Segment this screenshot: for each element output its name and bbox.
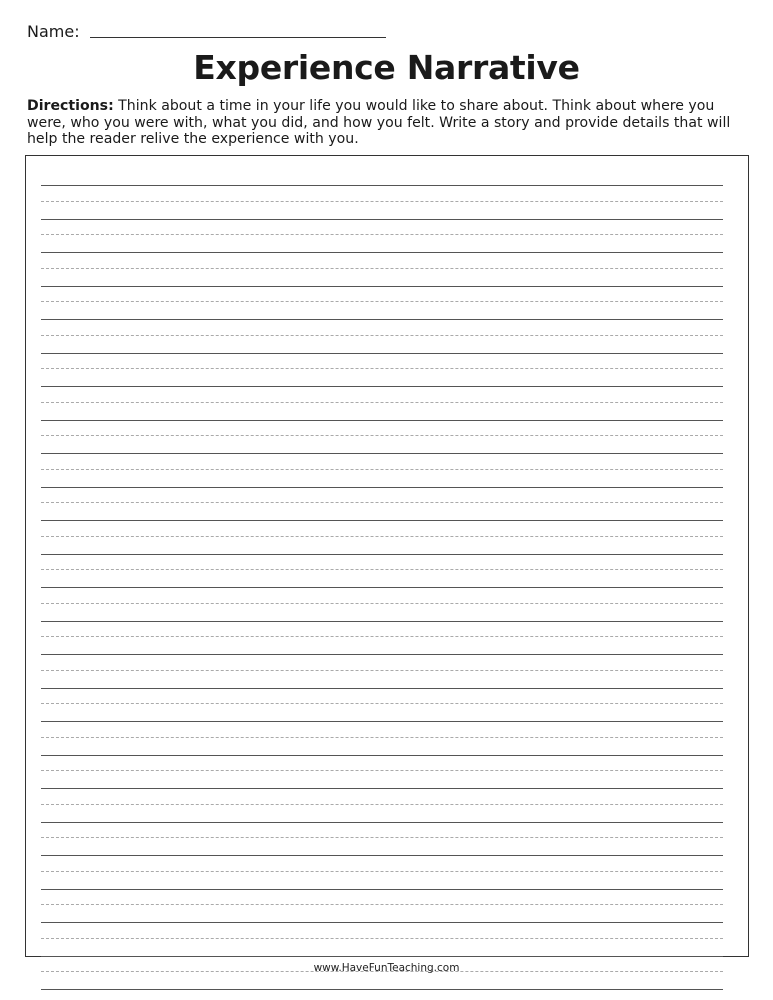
writing-line-dashed	[41, 368, 723, 369]
writing-line-solid	[41, 755, 723, 756]
writing-line-solid	[41, 989, 723, 990]
writing-line-solid	[41, 353, 723, 354]
writing-line-solid	[41, 520, 723, 521]
writing-lines	[26, 156, 748, 956]
writing-line-solid	[41, 587, 723, 588]
writing-line-dashed	[41, 536, 723, 537]
footer-url: www.HaveFunTeaching.com	[313, 962, 460, 974]
writing-line-dashed	[41, 201, 723, 202]
writing-line-solid	[41, 487, 723, 488]
writing-line-solid	[41, 554, 723, 555]
writing-line-solid	[41, 956, 723, 957]
writing-line-solid	[41, 889, 723, 890]
writing-line-dashed	[41, 703, 723, 704]
writing-line-dashed	[41, 301, 723, 302]
writing-line-solid	[41, 286, 723, 287]
writing-line-dashed	[41, 335, 723, 336]
writing-line-solid	[41, 654, 723, 655]
writing-line-solid	[41, 420, 723, 421]
writing-area[interactable]	[25, 155, 749, 957]
writing-line-dashed	[41, 603, 723, 604]
directions	[27, 98, 757, 148]
writing-line-dashed	[41, 938, 723, 939]
worksheet-title: Experience Narrative	[193, 48, 580, 87]
writing-line-dashed	[41, 569, 723, 570]
writing-line-dashed	[41, 904, 723, 905]
writing-line-dashed	[41, 770, 723, 771]
writing-line-dashed	[41, 268, 723, 269]
writing-line-solid	[41, 319, 723, 320]
writing-line-solid	[41, 219, 723, 220]
directions-label: Directions:	[27, 98, 114, 114]
writing-line-dashed	[41, 737, 723, 738]
writing-line-dashed	[41, 804, 723, 805]
writing-line-solid	[41, 621, 723, 622]
name-label: Name:	[27, 22, 80, 41]
writing-line-solid	[41, 721, 723, 722]
writing-line-solid	[41, 922, 723, 923]
writing-line-solid	[41, 386, 723, 387]
writing-line-solid	[41, 453, 723, 454]
writing-line-dashed	[41, 435, 723, 436]
writing-line-dashed	[41, 837, 723, 838]
writing-line-solid	[41, 855, 723, 856]
writing-line-solid	[41, 185, 723, 186]
writing-line-dashed	[41, 402, 723, 403]
writing-line-dashed	[41, 234, 723, 235]
writing-line-dashed	[41, 670, 723, 671]
directions-text: Think about a time in your life you would like to share about. Think about where you were, who you were with, what you did, and how you felt. Write a story and provide details that will help the reader relive the experience with you.	[27, 98, 731, 147]
writing-line-dashed	[41, 469, 723, 470]
writing-line-solid	[41, 788, 723, 789]
writing-line-solid	[41, 252, 723, 253]
writing-line-dashed	[41, 636, 723, 637]
writing-line-solid	[41, 688, 723, 689]
writing-line-dashed	[41, 871, 723, 872]
writing-line-dashed	[41, 502, 723, 503]
writing-line-solid	[41, 822, 723, 823]
name-entry-line[interactable]	[90, 37, 386, 38]
